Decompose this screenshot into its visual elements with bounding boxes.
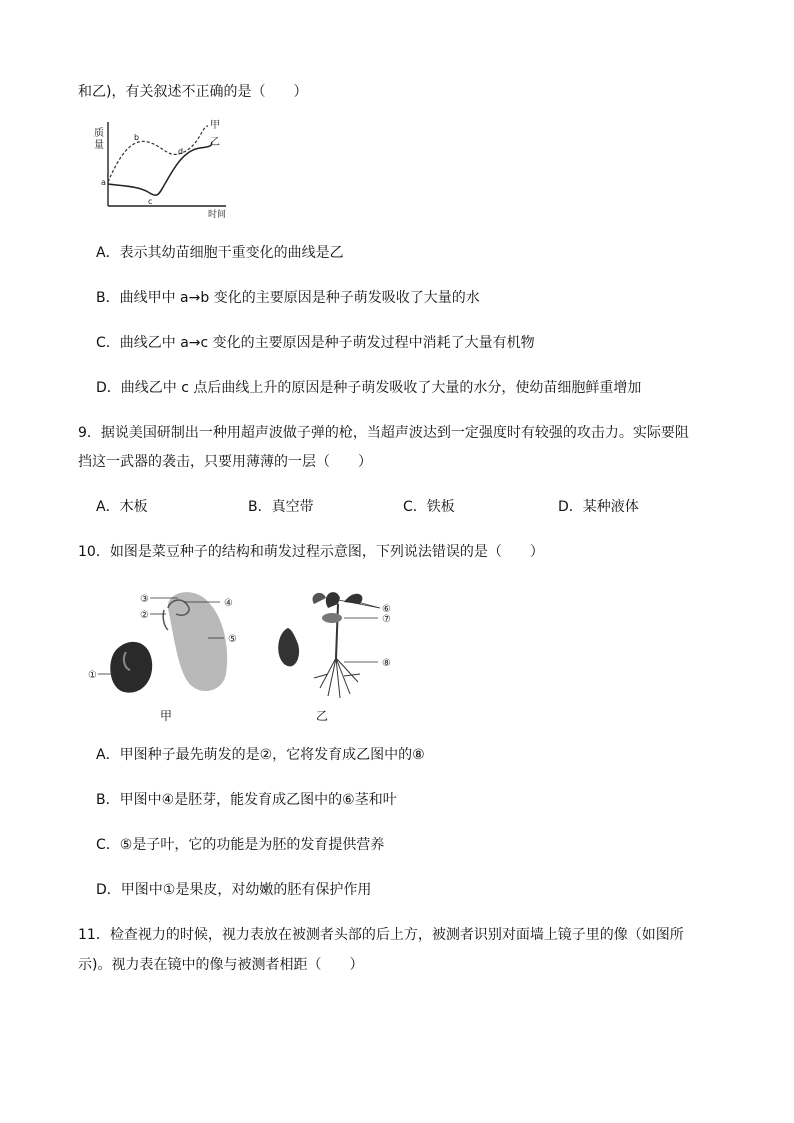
- q10-label-jia: 甲: [160, 709, 173, 723]
- q10-label-yi: 乙: [316, 709, 329, 723]
- q8-graph-xlabel: 时间: [208, 210, 227, 220]
- q10-label-5: ⑤: [228, 634, 237, 645]
- q9-stem-line1: 9．据说美国研制出一种用超声波做子弹的枪，当超声波达到一定强度时有较强的攻击力。实际要阻: [78, 425, 689, 441]
- q8-series-jia-label: 甲: [210, 120, 220, 131]
- q8-option-a[interactable]: A．表示其幼苗细胞干重变化的曲线是乙: [96, 245, 344, 261]
- q8-point-c: c: [148, 197, 153, 206]
- q9-option-b[interactable]: B．真空带: [248, 499, 314, 515]
- q10-bean-seed-figure: [88, 578, 408, 730]
- q8-series-yi-label: 乙: [210, 137, 220, 148]
- q9-option-c[interactable]: C．铁板: [403, 499, 455, 515]
- q9-option-a[interactable]: A．木板: [96, 499, 148, 515]
- q8-stem-tail: 和乙)，有关叙述不正确的是（ ）: [78, 84, 308, 100]
- seed-whole: [110, 642, 152, 693]
- q10-label-1: ①: [88, 670, 97, 681]
- q8-graph-ylabel-top: 质: [94, 128, 104, 139]
- q8-mass-time-graph: [88, 116, 238, 220]
- q10-option-b[interactable]: B．甲图中④是胚芽，能发育成乙图中的⑥茎和叶: [96, 792, 397, 808]
- q10-label-7: ⑦: [382, 614, 391, 625]
- seed-opened: [163, 592, 227, 691]
- q10-label-2: ②: [140, 610, 149, 621]
- q11-stem-line1: 11．检查视力的时候，视力表放在被测者头部的后上方，被测者识别对面墙上镜子里的像（如图所: [78, 927, 684, 943]
- q8-curve-jia: [108, 126, 208, 182]
- q10-label-4: ④: [224, 598, 233, 609]
- q8-graph-ylabel-bottom: 量: [94, 140, 104, 151]
- q8-curve-yi: [108, 142, 212, 195]
- q10-label-6: ⑥: [382, 604, 391, 615]
- q9-option-d[interactable]: D．某种液体: [558, 499, 639, 515]
- q10-label-8: ⑧: [382, 658, 391, 669]
- q8-point-a: a: [101, 178, 106, 187]
- q10-label-3: ③: [140, 594, 149, 605]
- q8-point-b: b: [134, 133, 140, 142]
- q8-option-b[interactable]: B．曲线甲中 a→b 变化的主要原因是种子萌发吸收了大量的水: [96, 290, 480, 306]
- q10-stem: 10．如图是菜豆种子的结构和萌发过程示意图，下列说法错误的是（ ）: [78, 544, 544, 560]
- q10-option-c[interactable]: C．⑤是子叶，它的功能是为胚的发育提供营养: [96, 837, 385, 853]
- q10-option-d[interactable]: D．甲图中①是果皮，对幼嫩的胚有保护作用: [96, 882, 372, 898]
- seedling: [278, 592, 362, 698]
- q9-stem-line2: 挡这一武器的袭击，只要用薄薄的一层（ ）: [78, 454, 372, 470]
- q8-option-c[interactable]: C．曲线乙中 a→c 变化的主要原因是种子萌发过程中消耗了大量有机物: [96, 335, 535, 351]
- q11-stem-line2: 示)。视力表在镜中的像与被测者相距（ ）: [78, 957, 364, 973]
- q8-option-d[interactable]: D．曲线乙中 c 点后曲线上升的原因是种子萌发吸收了大量的水分，使幼苗细胞鲜重增加: [96, 380, 642, 396]
- q10-option-a[interactable]: A．甲图种子最先萌发的是②，它将发育成乙图中的⑧: [96, 747, 425, 763]
- q8-point-d: d: [178, 147, 184, 156]
